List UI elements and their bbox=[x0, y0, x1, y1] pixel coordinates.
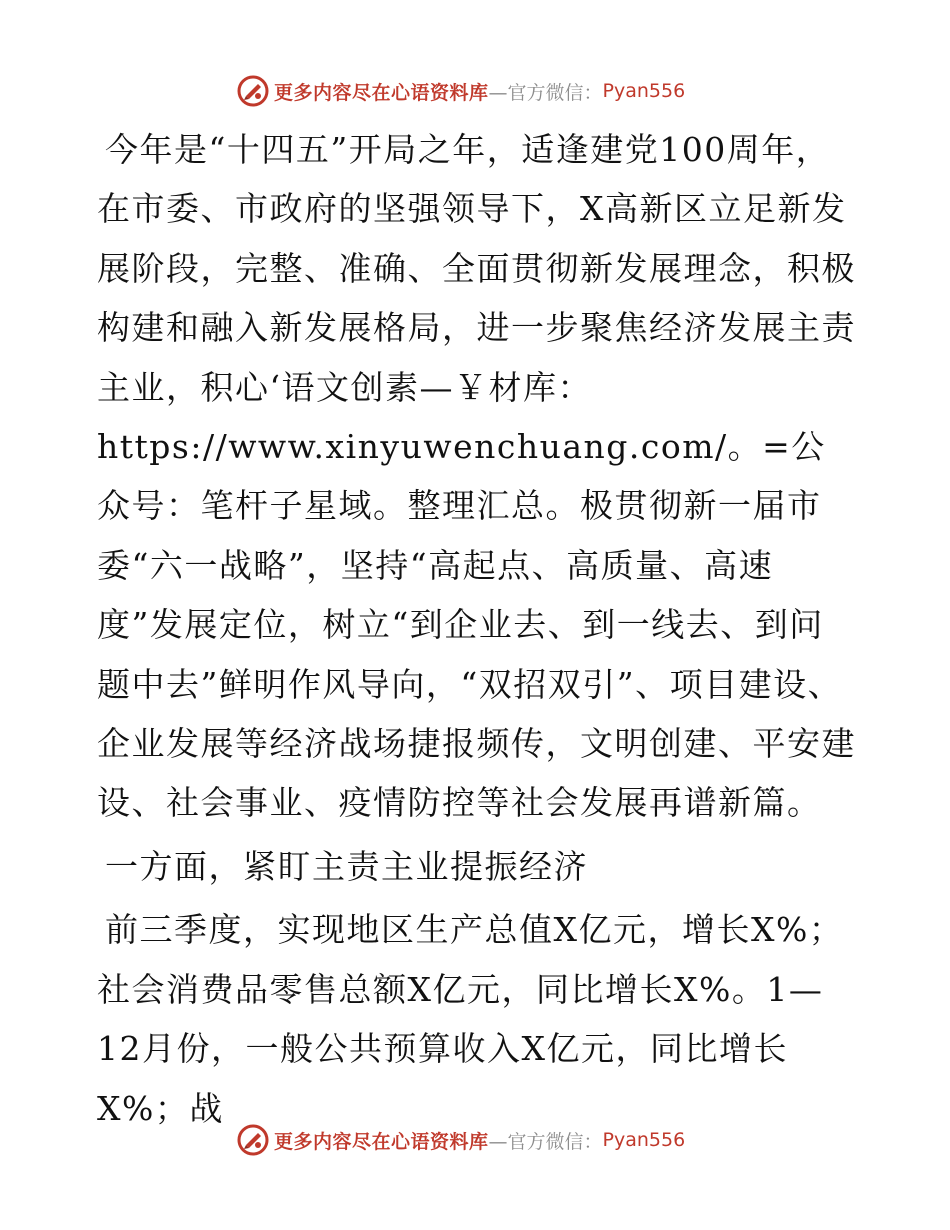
watermark-wechat-id: Pyan556 bbox=[602, 1129, 686, 1151]
paragraph-intro: 今年是“十四五”开局之年，适逢建党100周年，在市委、市政府的坚强领导下，X高新区立足新发展阶段，完整、准确、全面贯彻新发展理念，积极构建和融入新发展格局，进一步聚焦经济发展主责主业，积心‘语文创素—￥材库：https://www.xinyuwenchuang.com/。=公众号：笔杆子星域。整理汇总。极贯彻新一届市委“六一战略”，坚持“高起点、高质量、高速度”发展定位，树立“到企业去、到一线去、到问题中去”鲜明作风导向，“双招双引”、项目建设、企业发展等经济战场捷报频传，文明创建、平安建设、社会事业、疫情防控等社会发展再谱新篇。 bbox=[97, 130, 856, 823]
paragraph-economy: 前三季度，实现地区生产总值X亿元，增长X%；社会消费品零售总额X亿元，同比增长X%。1—12月份，一般公共预算收入X亿元，同比增长X%；战 bbox=[97, 910, 844, 1128]
watermark-header bbox=[236, 74, 685, 108]
document-body bbox=[97, 120, 857, 1138]
watermark-wechat-id: Pyan556 bbox=[602, 80, 686, 102]
watermark-separator: —官方微信： bbox=[488, 1130, 603, 1153]
library-logo-icon bbox=[236, 74, 270, 108]
library-logo-icon bbox=[236, 1123, 270, 1157]
watermark-footer bbox=[236, 1123, 685, 1157]
section-heading: 一方面，紧盯主责主业提振经济 bbox=[105, 846, 588, 886]
watermark-separator: —官方微信： bbox=[488, 81, 603, 104]
watermark-main-text: 更多内容尽在心语资料库 bbox=[274, 1130, 489, 1153]
watermark-main-text: 更多内容尽在心语资料库 bbox=[274, 81, 489, 104]
